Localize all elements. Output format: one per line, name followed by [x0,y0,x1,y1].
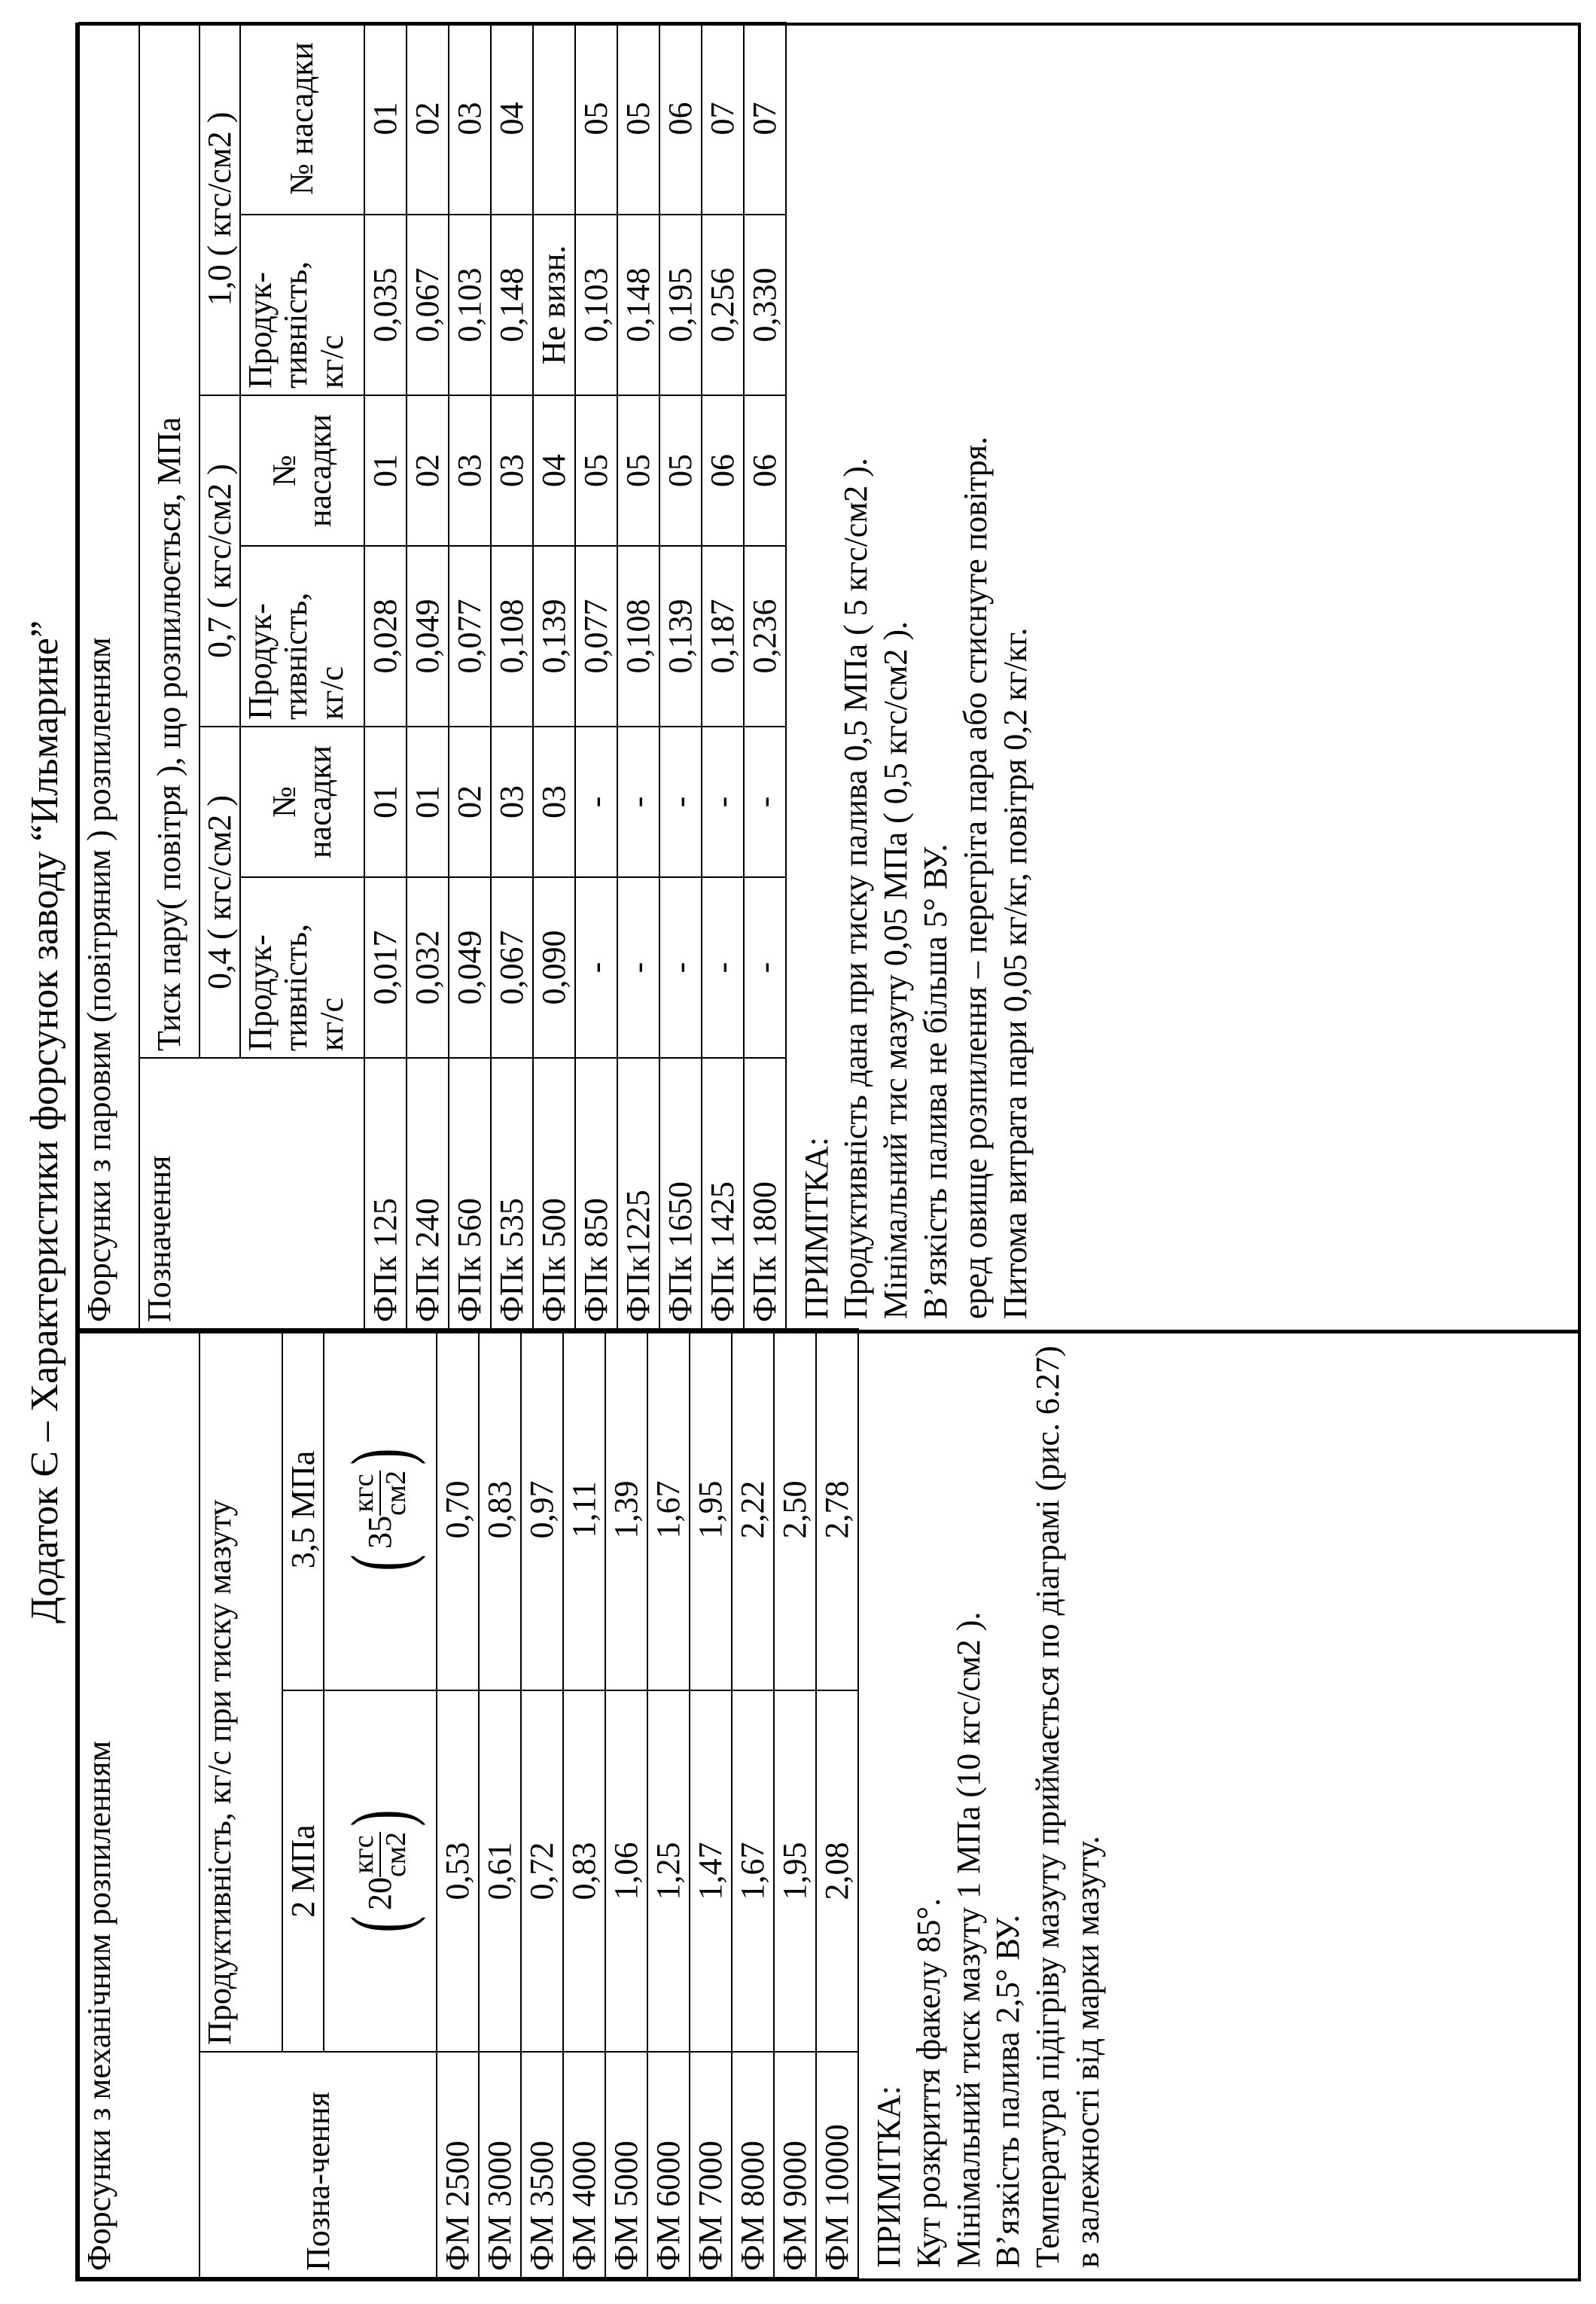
table-row [647,1329,690,2278]
mechanical-pressure-1-kgs: ( 20 кгс см2 ) [324,1690,437,2052]
steam-row-nozzle-07: 03 [449,395,491,546]
steam-row-perf-07: 0,108 [491,546,533,727]
mechanical-row-name: ФМ 9000 [774,2052,816,2278]
mechanical-row-name: ФМ 5000 [605,2052,647,2278]
mechanical-col-name: Позна-чення [200,2052,437,2278]
kgs-bottom-2: см2 [380,1470,412,1516]
mechanical-row-value-35mpa: 2,78 [816,1329,858,1690]
steam-row-perf-07: 0,077 [449,546,491,727]
table-row [575,23,617,1329]
steam-row-name: ФПк 125 [364,1058,407,1329]
mechanical-row-value-35mpa: 1,67 [647,1329,690,1690]
steam-row-name: ФПк 560 [449,1058,491,1329]
steam-row-nozzle-10: 06 [659,23,702,215]
steam-row-perf-04: - [744,877,786,1058]
steam-col-nozzle: № насадки [240,23,364,215]
table-row [659,23,702,1329]
main-frame [75,23,1581,2281]
mechanical-pressure-2: 3,5 МПа [282,1329,324,1690]
steam-row-nozzle-10: 07 [744,23,786,215]
mechanical-row-value-2mpa: 0,83 [563,1690,605,2052]
table-row [732,1329,774,2278]
table-row [521,1329,563,2278]
steam-row-perf-04: - [575,877,617,1058]
mechanical-row-value-2mpa: 0,53 [437,1690,479,2052]
steam-pressure-1: 0,4 ( кгс/см2 ) [200,727,240,1058]
steam-row-nozzle-10: 07 [702,23,744,215]
steam-row-nozzle-07: 05 [617,395,659,546]
table-row [563,1329,605,2278]
mechanical-row-value-35mpa: 1,95 [690,1329,732,1690]
mechanical-note-line: Мінімальний тиск мазуту 1 МПа (10 кгс/см2 ). [949,1611,987,2268]
steam-col-perf: Продук-тивність, кг/с [240,546,364,727]
mechanical-row-value-35mpa: 0,83 [479,1329,521,1690]
steam-note-line: В’язкість палива не більша 5° ВУ. [916,843,954,1319]
mechanical-row-name: ФМ 4000 [563,2052,605,2278]
steam-row-nozzle-07: 04 [533,395,575,546]
mechanical-row-value-2mpa: 0,61 [479,1690,521,2052]
steam-row-perf-10: 0,103 [449,215,491,395]
steam-row-name: ФПк 1425 [702,1058,744,1329]
steam-row-nozzle-10 [533,23,575,215]
table-row [407,23,449,1329]
mechanical-row-name: ФМ 3000 [479,2052,521,2278]
mechanical-row-value-35mpa: 0,97 [521,1329,563,1690]
steam-row-nozzle-04: - [744,727,786,877]
steam-pressure-header: Тиск пару( повітря ), що розпилюється, МПа [139,23,200,1058]
table-row [479,1329,521,2278]
mechanical-col-perf: Продуктивність, кг/с при тиску мазуту [200,1329,282,2052]
mechanical-row-value-35mpa: 1,39 [605,1329,647,1690]
mechanical-row-value-2mpa: 1,67 [732,1690,774,2052]
steam-row-perf-10: 0,067 [407,215,449,395]
mechanical-note-title: ПРИМІТКА: [870,2085,907,2268]
steam-row-nozzle-07: 06 [702,395,744,546]
kgs-top-2: кгс [349,1470,381,1516]
steam-row-name: ФПк1225 [617,1058,659,1329]
steam-note-line: еред овище розпилення – перегріта пара або стиснуте повітря. [956,436,994,1319]
steam-row-name: ФПк 240 [407,1058,449,1329]
mechanical-row-value-2mpa: 2,08 [816,1690,858,2052]
mechanical-note [859,1333,1119,2278]
kgs-prefix-2: 35 [361,1515,399,1549]
mechanical-row-name: ФМ 2500 [437,2052,479,2278]
steam-row-perf-10: 0,035 [364,215,407,395]
mechanical-header: Форсунки з механічним розпиленням [79,1329,200,2278]
steam-row-nozzle-07: 05 [575,395,617,546]
steam-col-nozzle: № насадки [240,727,364,877]
mechanical-pressure-1: 2 МПа [282,1690,324,2052]
steam-row-name: ФПк 535 [491,1058,533,1329]
mechanical-row-value-35mpa: 1,11 [563,1329,605,1690]
steam-row-name: ФПк 1650 [659,1058,702,1329]
mechanical-row-value-2mpa: 1,47 [690,1690,732,2052]
steam-row-nozzle-04: 03 [491,727,533,877]
kgs-prefix-1: 20 [361,1876,399,1910]
table-row [533,23,575,1329]
mechanical-row-value-2mpa: 1,06 [605,1690,647,2052]
table-row [744,23,786,1329]
steam-row-nozzle-04: 01 [364,727,407,877]
steam-row-nozzle-07: 02 [407,395,449,546]
table-row [816,1329,858,2278]
steam-row-nozzle-04: 02 [449,727,491,877]
steam-row-nozzle-10: 04 [491,23,533,215]
table-row [491,23,533,1329]
mechanical-row-value-2mpa: 0,72 [521,1690,563,2052]
steam-row-perf-10: 0,330 [744,215,786,395]
steam-row-nozzle-10: 02 [407,23,449,215]
steam-header: Форсунки з паровим (повітряним ) розпиленням [79,23,139,1329]
steam-row-nozzle-04: 01 [407,727,449,877]
mechanical-row-name: ФМ 10000 [816,2052,858,2278]
table-row [605,1329,647,2278]
mechanical-row-value-35mpa: 0,70 [437,1329,479,1690]
page-title: Додаток Є – Характеристики форсунок заводу “Ильмарине” [23,620,66,1624]
mechanical-panel [78,1330,1578,2278]
mechanical-note-line: Кут розкриття факелу 85°. [909,1897,947,2268]
steam-row-perf-07: 0,077 [575,546,617,727]
steam-col-nozzle: № насадки [240,395,364,546]
steam-row-perf-04: - [617,877,659,1058]
mechanical-row-value-2mpa: 1,95 [774,1690,816,2052]
mechanical-row-value-35mpa: 2,22 [732,1329,774,1690]
steam-row-nozzle-10: 05 [575,23,617,215]
mechanical-table [78,1328,859,2278]
steam-table [78,22,787,1330]
table-row [449,23,491,1329]
kgs-top-1: кгс [349,1832,381,1877]
steam-note [787,22,1046,1330]
steam-row-perf-07: 0,236 [744,546,786,727]
steam-row-nozzle-10: 05 [617,23,659,215]
steam-row-nozzle-07: 06 [744,395,786,546]
steam-row-nozzle-07: 01 [364,395,407,546]
steam-row-perf-07: 0,139 [659,546,702,727]
table-row [690,1329,732,2278]
mechanical-note-line: В’язкість палива 2,5° ВУ. [989,1914,1027,2268]
steam-row-perf-04: - [659,877,702,1058]
steam-row-perf-04: - [702,877,744,1058]
steam-row-perf-04: 0,067 [491,877,533,1058]
steam-row-perf-04: 0,090 [533,877,575,1058]
steam-row-perf-07: 0,049 [407,546,449,727]
table-row [617,23,659,1329]
steam-row-name: ФПк 1800 [744,1058,786,1329]
steam-row-nozzle-10: 01 [364,23,407,215]
steam-note-line: Продуктивність дана при тиску палива 0,5 МПа ( 5 кгс/см2 ). [837,458,875,1319]
steam-row-perf-07: 0,139 [533,546,575,727]
mechanical-rows [437,1329,858,2278]
steam-col-perf: Продук-тивність, кг/с [240,877,364,1058]
steam-row-nozzle-04: - [702,727,744,877]
steam-row-nozzle-04: - [659,727,702,877]
steam-row-perf-04: 0,049 [449,877,491,1058]
steam-note-line: Мінімальний тис мазуту 0,05 МПа ( 0,5 кгс/см2 ). [877,620,915,1319]
kgs-bottom-1: см2 [380,1832,412,1877]
steam-row-perf-10: 0,195 [659,215,702,395]
table-row [364,23,407,1329]
mechanical-row-name: ФМ 6000 [647,2052,690,2278]
table-row [437,1329,479,2278]
mechanical-note-line: Температура підігріву мазуту приймається по діаграмі (рис. 6.27) в залежності від марки мазуту. [1029,1346,1106,2268]
steam-row-perf-07: 0,108 [617,546,659,727]
steam-row-perf-10: Не визн. [533,215,575,395]
steam-note-title: ПРИМІТКА: [797,1136,835,1319]
steam-rows [364,23,786,1329]
steam-row-name: ФПк 850 [575,1058,617,1329]
steam-row-perf-10: 0,256 [702,215,744,395]
steam-panel [78,22,1578,1330]
steam-row-perf-10: 0,103 [575,215,617,395]
steam-row-perf-07: 0,187 [702,546,744,727]
steam-row-name: ФПк 500 [533,1058,575,1329]
steam-pressure-2: 0,7 ( кгс/см2 ) [200,395,240,727]
steam-row-nozzle-04: 03 [533,727,575,877]
steam-note-line: Питома витрата пари 0,05 кг/кг, повітря 0,2 кг/кг. [996,627,1034,1319]
steam-row-nozzle-07: 05 [659,395,702,546]
mechanical-row-value-35mpa: 2,50 [774,1329,816,1690]
steam-row-perf-10: 0,148 [617,215,659,395]
mechanical-row-name: ФМ 8000 [732,2052,774,2278]
steam-row-nozzle-10: 03 [449,23,491,215]
steam-row-perf-04: 0,032 [407,877,449,1058]
steam-pressure-3: 1,0 ( кгс/см2 ) [200,23,240,395]
steam-row-perf-04: 0,017 [364,877,407,1058]
table-row [702,23,744,1329]
steam-row-perf-10: 0,148 [491,215,533,395]
steam-row-perf-07: 0,028 [364,546,407,727]
steam-col-name: Позначення [139,1058,364,1329]
steam-row-nozzle-04: - [575,727,617,877]
table-row [774,1329,816,2278]
mechanical-pressure-2-kgs: ( 35 кгс см2 ) [324,1329,437,1690]
mechanical-row-name: ФМ 7000 [690,2052,732,2278]
steam-col-perf: Продук-тивність, кг/с [240,215,364,395]
mechanical-row-name: ФМ 3500 [521,2052,563,2278]
steam-row-nozzle-07: 03 [491,395,533,546]
steam-row-nozzle-04: - [617,727,659,877]
mechanical-row-value-2mpa: 1,25 [647,1690,690,2052]
